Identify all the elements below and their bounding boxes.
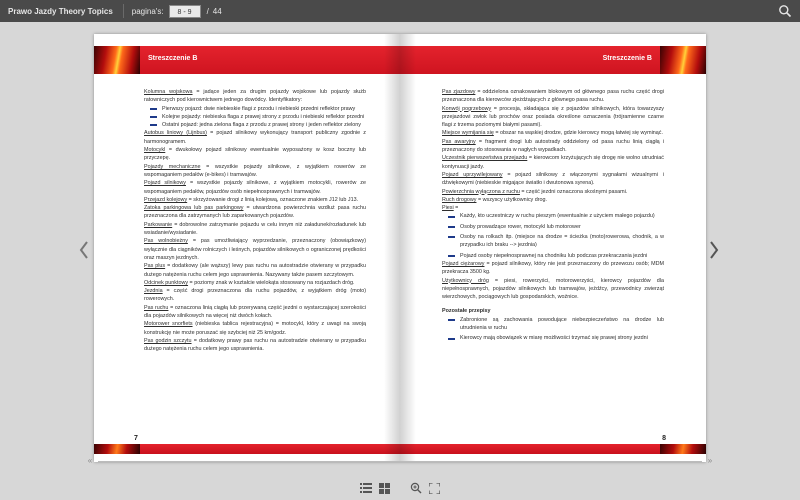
- term: Pas awaryjny: [442, 138, 476, 145]
- definition-entry: [144, 287, 366, 304]
- term: Pas plus: [144, 263, 166, 270]
- section-heading: Pozostałe przepisy: [442, 308, 491, 315]
- list-item: Zabronione są zachowania powodujące niebezpieczeństwo na drodze lub utrudnienia w ruchu: [448, 316, 664, 333]
- definition-entry: [144, 304, 366, 321]
- list-item: Każdy, kto uczestniczy w ruchu pieszym (ewentualnie z użyciem małego pojazdu): [448, 212, 664, 220]
- definition-entry: [144, 204, 366, 221]
- bullet-list: [448, 316, 664, 343]
- term: Odcinek punktowy: [144, 279, 189, 286]
- list-item: Kolejne pojazdy: niebieska flaga z prawej strony z przodu i niebieski reflektor przedni: [150, 113, 366, 121]
- definition-text: (niebieska tablica rejestracyjna) = motocykl, który z uwagi na swoją konstrukcję nie może poruszać się szybciej niż 25 km/godz.: [144, 321, 367, 336]
- definition-entry: [442, 138, 664, 155]
- list-view-icon[interactable]: [359, 481, 373, 495]
- term: Piesi: [442, 205, 454, 212]
- search-icon[interactable]: [778, 4, 792, 18]
- term: Uczestnik pierwszeństwa przejazdu: [442, 155, 528, 162]
- definition-entry: [144, 179, 366, 196]
- book-spread: [94, 34, 706, 462]
- definition-text: = kierowcom krzyżujących się drogę nie wolno utrudniać kontynuacji jazdy.: [442, 155, 664, 170]
- list-item: Osoby na rolkach itp. (miejsce na drodze = ścieżka (moto)rowerowa, chodnik, a w przypadku ich braku --> jezdnia): [448, 233, 664, 250]
- term: Pojazd uprzywilejowany: [442, 171, 503, 178]
- term: Powierzchnia wyłączona z ruchu: [442, 188, 520, 195]
- footer-decoration: [660, 444, 706, 454]
- term: Motocykl: [144, 147, 166, 154]
- list-item: Osoby prowadzące rower, motocykl lub motorower: [448, 223, 664, 231]
- definition-entry: [442, 88, 664, 105]
- definition-text: = pojazd silnikowy, który nie jest przeznaczony do przewozu osób; MDM przekracza 3500 kg.: [442, 260, 664, 276]
- term: Ruch drogowy: [442, 196, 477, 203]
- definition-text: = jadące jeden za drugim pojazdy wojskowe lub pojazdy służb ratowniczych pod kierownictwem jednego dowódcy. Identyfikatory:: [144, 89, 366, 104]
- footer-decoration: [94, 444, 140, 454]
- definition-text: = dodatkowy prawy pas ruchu na autostradzie otwierany w przypadku dużego natężenia ruchu celem jego usprawnienia.: [144, 337, 366, 353]
- page-content: [442, 88, 664, 343]
- scrubber-track[interactable]: [98, 461, 702, 462]
- term: Pojazd silnikowy: [144, 180, 186, 187]
- chevron-right-icon[interactable]: [708, 238, 720, 262]
- definition-entry: [442, 204, 664, 212]
- definition-entry: [442, 105, 664, 130]
- right-page[interactable]: [400, 34, 706, 462]
- definition-text: = obszar na wąskiej drodze, gdzie kierowcy mogą łatwiej się wyminąć.: [493, 130, 663, 137]
- term: Pas ruchu: [144, 304, 169, 311]
- definition-entry: [442, 260, 664, 277]
- term: Pas wolnobieżny: [144, 238, 188, 245]
- term: Kolumna wojskowa: [144, 89, 193, 95]
- list-item: Pojazd osoby niepełnosprawnej na chodniku lub podczas przekraczania jezdni: [448, 252, 664, 260]
- definition-entry: [144, 237, 366, 262]
- definition-text: = procesja, składająca się z pojazdów silnikowych, która towarzyszy przejazdowi zwłok lub prochów oraz posiada określone oznaczenia (trójramienne czarne flagi z trzema poziomymi białymi pasami).: [442, 105, 664, 129]
- page-header-title: Streszczenie B: [148, 55, 198, 62]
- definition-entry: [442, 196, 664, 204]
- term: Autobus liniowy (Lijnbus): [144, 130, 207, 137]
- definition-entry: [144, 279, 366, 287]
- definition-text: = piesi, rowerzyści, motorowerzyści, kierowcy pojazdów dla niepełnosprawnych, pojazdów silnikowych lub tramwajów, jeźdźcy, przewodnicy zwierząt wierzchowych, pociągowych lub gospodarskich, woźnice.: [442, 277, 664, 301]
- bullet-list: [448, 212, 664, 259]
- definition-entry: [144, 320, 366, 337]
- term: Miejsce wymijania się: [442, 130, 494, 137]
- definition-entry: [442, 188, 664, 196]
- definition-text: = wszyscy użytkownicy drog.: [476, 196, 548, 203]
- definition-entry: [144, 88, 366, 105]
- page-footer-band: [94, 444, 400, 454]
- definition-text: = dobrowolne zatrzymanie pojazdu w celu innym niż załadunek/rozładunek lub wsiadanie/wysiadanie.: [144, 221, 366, 237]
- bottom-toolbar: [0, 476, 800, 500]
- definition-entry: [442, 129, 664, 137]
- grid-view-icon[interactable]: [377, 481, 391, 495]
- page-scrubber[interactable]: [84, 456, 716, 466]
- definition-text: = oznaczona linią ciągłą lub przerywaną część jezdni o wystarczającej szerokości dla pojazdów silnikowych na więcej niż dwóch kołach.: [144, 304, 366, 320]
- page-content: [144, 88, 366, 354]
- page-header-title: Streszczenie B: [602, 55, 652, 62]
- term: Jezdnia: [144, 288, 163, 295]
- definition-text: =: [453, 205, 459, 212]
- definition-text: = część drogi przeznaczona dla ruchu pojazdów, z wyjątkiem dróg (moto) rowerowych.: [144, 288, 366, 303]
- definition-entry: [144, 221, 366, 238]
- definition-entry: [144, 146, 366, 163]
- definition-text: = pojazd silnikowy wykonujący transport publiczny zgodnie z harmonogramem.: [144, 130, 366, 145]
- definition-text: = oddzielona oznakowaniem blokowym od głównego pasa ruchu część drogi przeznaczona dla kierowców zjeżdżających z głównego pasa ruchu.: [442, 89, 664, 104]
- definition-entry: [144, 163, 366, 180]
- term: Pojazdy mechaniczne: [144, 163, 201, 170]
- definition-text: = pojazd silnikowy z włączonymi sygnałami wizualnymi i dźwiękowymi (niebieskie migające światło i dwutonowa syrena).: [442, 171, 664, 187]
- header-decoration: [94, 46, 140, 74]
- definition-text: = wszystkie pojazdy silnikowe, z wyjątkiem motocykli, rowerów ze wspomaganiem pedałów, pojazdów osób niepełnosprawnych i tramwajów.: [144, 180, 366, 195]
- definition-entry: [144, 129, 366, 146]
- term: Parkowanie: [144, 221, 173, 228]
- list-item: Pierwszy pojazd: dwie niebieskie flagi z przodu i niebieski przedni reflektor prawy: [150, 105, 366, 113]
- term: Zatoka parkingowa lub pas parkingowy: [144, 205, 244, 212]
- page-label: pagina's:: [131, 6, 164, 16]
- term: Użytkownicy dróg: [442, 277, 489, 284]
- list-item: Kierowcy mają obowiązek w miarę możliwości trzymać się prawej strony jezdni: [448, 334, 664, 342]
- definition-text: = poziomy znak w kształcie wielokąta stosowany na rozjazdach dróg.: [188, 279, 355, 286]
- term: Pas zjazdowy: [442, 89, 476, 95]
- definition-entry: [144, 337, 366, 354]
- zoom-in-icon[interactable]: [409, 481, 423, 495]
- page-number: 8: [662, 435, 666, 442]
- bullet-list: [150, 105, 366, 130]
- toolbar-divider: [123, 4, 124, 18]
- page-total: 44: [212, 6, 222, 16]
- page-footer-band: [400, 444, 706, 454]
- definition-entry: [144, 196, 366, 204]
- definition-entry: [442, 154, 664, 171]
- term: Motorower snorfiets: [144, 321, 193, 328]
- definition-text: = fragment drogi lub autostrady oddzielony od pasa ruchu linią ciągłą i przeznaczony do stosowania w nagłych wypadkach.: [442, 138, 664, 154]
- definition-text: = dwukołowy pojazd silnikowy ewentualnie wyposażony w kosz boczny lub przyczepę.: [144, 147, 366, 162]
- definition-text: = skrzyżowanie drogi z linią kolejową, oznaczone znakiem J12 lub J13.: [187, 196, 359, 203]
- top-toolbar: [0, 0, 800, 22]
- page-separator: /: [206, 6, 209, 16]
- term: Konwój pogrzebowy: [442, 105, 492, 112]
- definition-text: = utwardzona powierzchnia wzdłuż pasa ruchu przeznaczona dla zatrzymanych lub zaparkowanych pojazdów.: [144, 205, 366, 220]
- term: Przejazd kolejowy: [144, 196, 188, 203]
- header-decoration: [660, 46, 706, 74]
- app-title: Prawo Jazdy Theory Topics: [8, 6, 113, 16]
- page-number: 7: [134, 435, 138, 442]
- definition-text: = wszystkie pojazdy silnikowe, z wyjątkiem rowerów ze wspomaganiem pedałów (e-bikes) i tramwajów.: [144, 163, 366, 178]
- definition-text: = część jezdni oznaczona skośnymi pasami.: [519, 188, 628, 195]
- definition-text: = pas umożliwiający wyprzedzanie, przeznaczony (obowiązkowy) wyłącznie dla ciągników rolniczych i leśnych, pojazdów silnikowych o ograniczonej prędkości oraz maszyn jezdnych.: [144, 238, 366, 261]
- page-header-band: [94, 46, 400, 74]
- term: Pojazd ciężarowy: [442, 260, 485, 267]
- definition-entry: [442, 277, 664, 302]
- definition-entry: [442, 171, 664, 188]
- double-chevron-left-icon[interactable]: «: [87, 456, 93, 465]
- page-number-input[interactable]: 8 - 9: [169, 5, 201, 18]
- definition-entry: [144, 262, 366, 279]
- fullscreen-icon[interactable]: [427, 481, 441, 495]
- left-page[interactable]: [94, 34, 400, 462]
- chevron-left-icon[interactable]: [78, 238, 90, 262]
- page-header-band: [400, 46, 706, 74]
- term: Pas godzin szczytu: [144, 337, 192, 344]
- definition-text: = dodatkowy (ale wąższy) lewy pas ruchu na autostradzie otwierany w przypadku dużego natężenia ruchu celem jego usprawnienia. Nazywany także pasem szczytowym.: [144, 263, 366, 278]
- double-chevron-right-icon[interactable]: »: [707, 456, 713, 465]
- list-item: Ostatni pojazd: jedna zielona flaga z przodu z prawej strony i jeden reflektor zielony: [150, 121, 366, 129]
